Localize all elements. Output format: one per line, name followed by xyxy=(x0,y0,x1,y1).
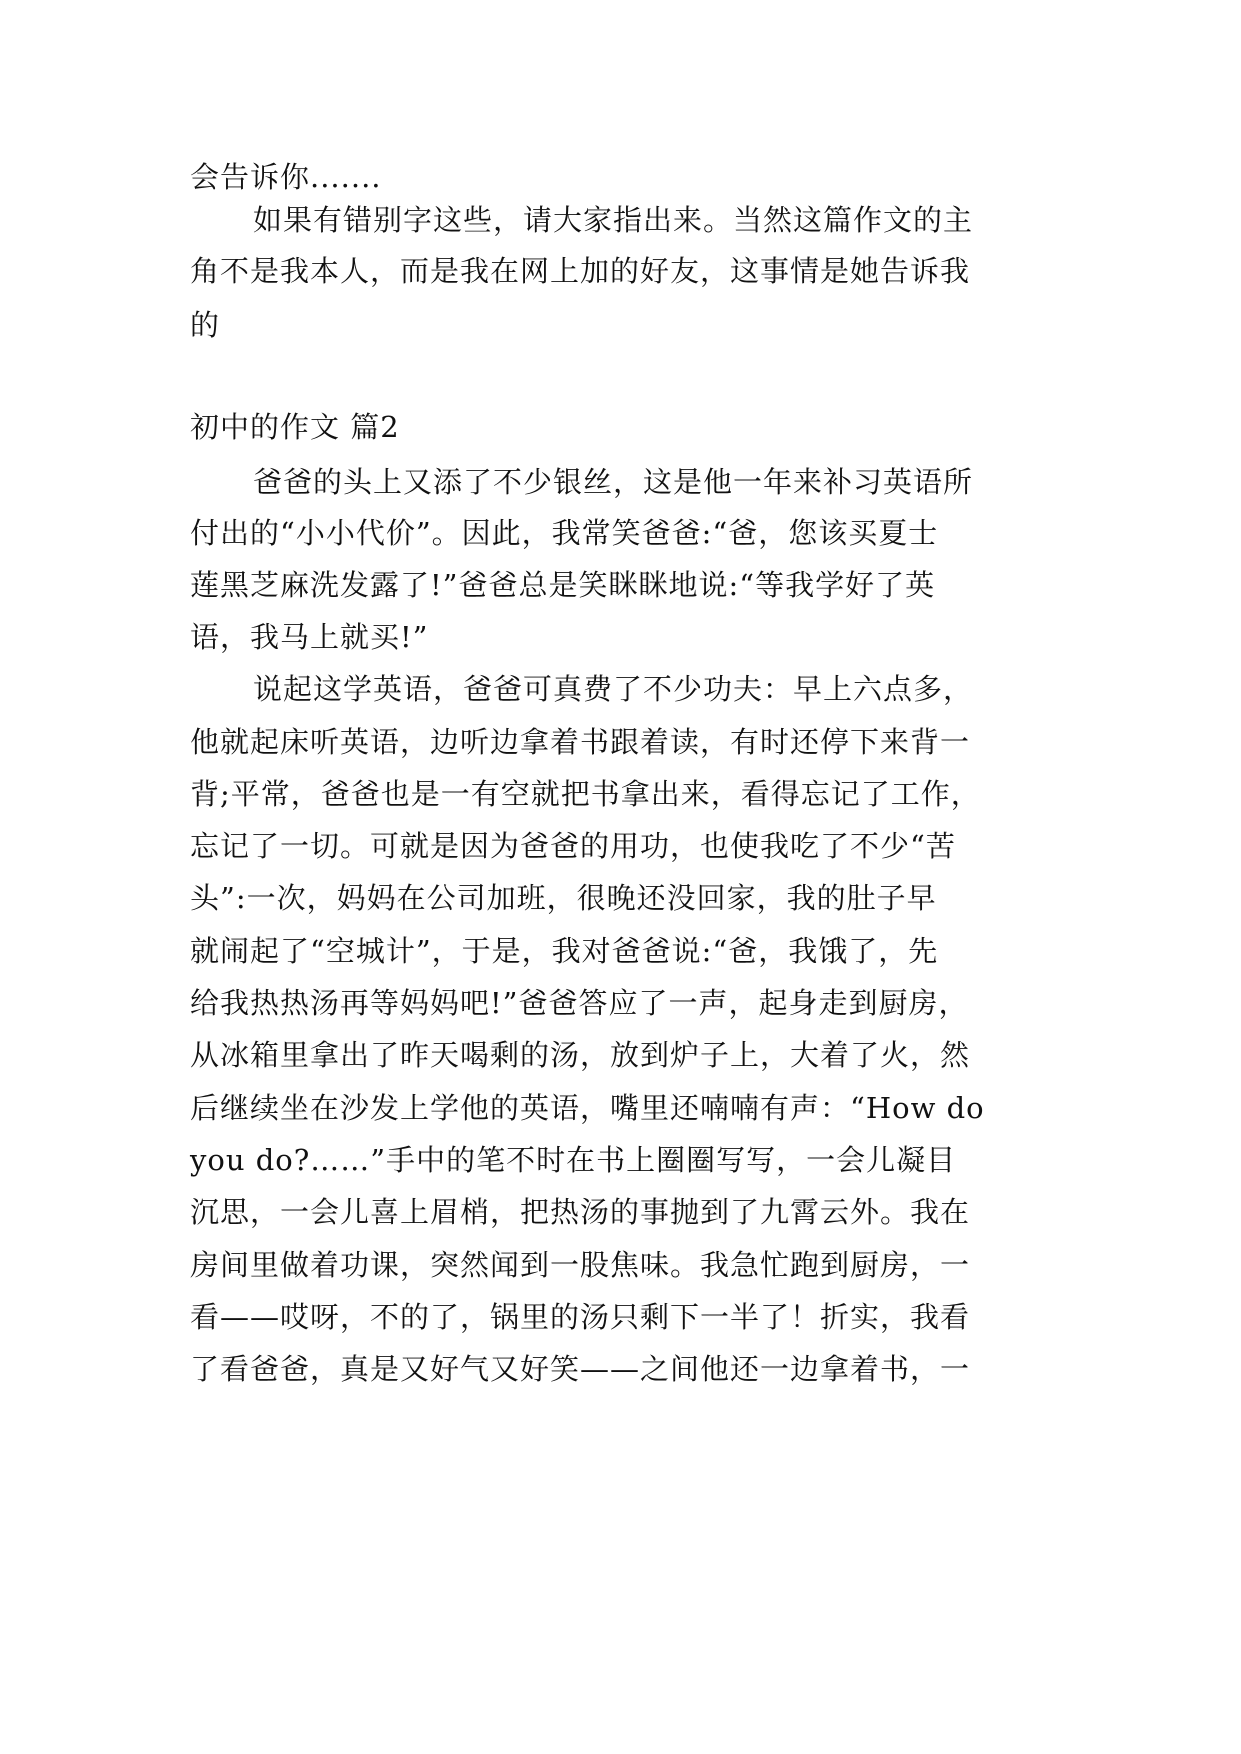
text-line: 付出的“小小代价”。因此，我常笑爸爸:“爸，您该买夏士 xyxy=(190,516,939,550)
text-line: 沉思，一会儿喜上眉梢，把热汤的事抛到了九霄云外。我在 xyxy=(190,1195,971,1229)
text-line: 后继续坐在沙发上学他的英语，嘴里还喃喃有声：“How do xyxy=(190,1091,985,1125)
text-line: 他就起床听英语，边听边拿着书跟着读，有时还停下来背一 xyxy=(190,725,971,759)
text-line: 会告诉你....... xyxy=(190,160,382,194)
text-line: 头”:一次，妈妈在公司加班，很晚还没回家，我的肚子早 xyxy=(190,881,937,915)
text-line: 从冰箱里拿出了昨天喝剩的汤，放到炉子上，大着了火，然 xyxy=(190,1038,971,1072)
paragraph-first-line: 爸爸的头上又添了不少银丝，这是他一年来补习英语所 xyxy=(253,465,974,499)
text-line: 莲黑芝麻洗发露了!”爸爸总是笑眯眯地说:“等我学好了英 xyxy=(190,568,936,602)
text-line: 给我热热汤再等妈妈吧!”爸爸答应了一声，起身走到厨房， xyxy=(190,986,969,1020)
paragraph-first-line: 说起这学英语，爸爸可真费了不少功夫：早上六点多， xyxy=(253,672,974,706)
text-line: 忘记了一切。可就是因为爸爸的用功，也使我吃了不少“苦 xyxy=(190,829,956,863)
text-line: 背;平常，爸爸也是一有空就把书拿出来，看得忘记了工作， xyxy=(190,777,981,811)
text-line: 角不是我本人，而是我在网上加的好友，这事情是她告诉我 xyxy=(190,254,971,288)
text-line: 的 xyxy=(190,308,221,342)
text-line: 看——哎呀，不的了，锅里的汤只剩下一半了！折实，我看 xyxy=(190,1300,971,1334)
text-line: 语，我马上就买!” xyxy=(190,620,429,654)
section-heading: 初中的作文 篇2 xyxy=(190,410,400,444)
text-line: 了看爸爸，真是又好气又好笑——之间他还一边拿着书，一 xyxy=(190,1352,971,1386)
text-line: 房间里做着功课，突然闻到一股焦味。我急忙跑到厨房，一 xyxy=(190,1248,971,1282)
paragraph-first-line: 如果有错别字这些，请大家指出来。当然这篇作文的主 xyxy=(253,203,974,237)
text-line: 就闹起了“空城计”，于是，我对爸爸说:“爸，我饿了，先 xyxy=(190,934,939,968)
text-line: you do?……”手中的笔不时在书上圈圈写写，一会儿凝目 xyxy=(190,1143,957,1177)
